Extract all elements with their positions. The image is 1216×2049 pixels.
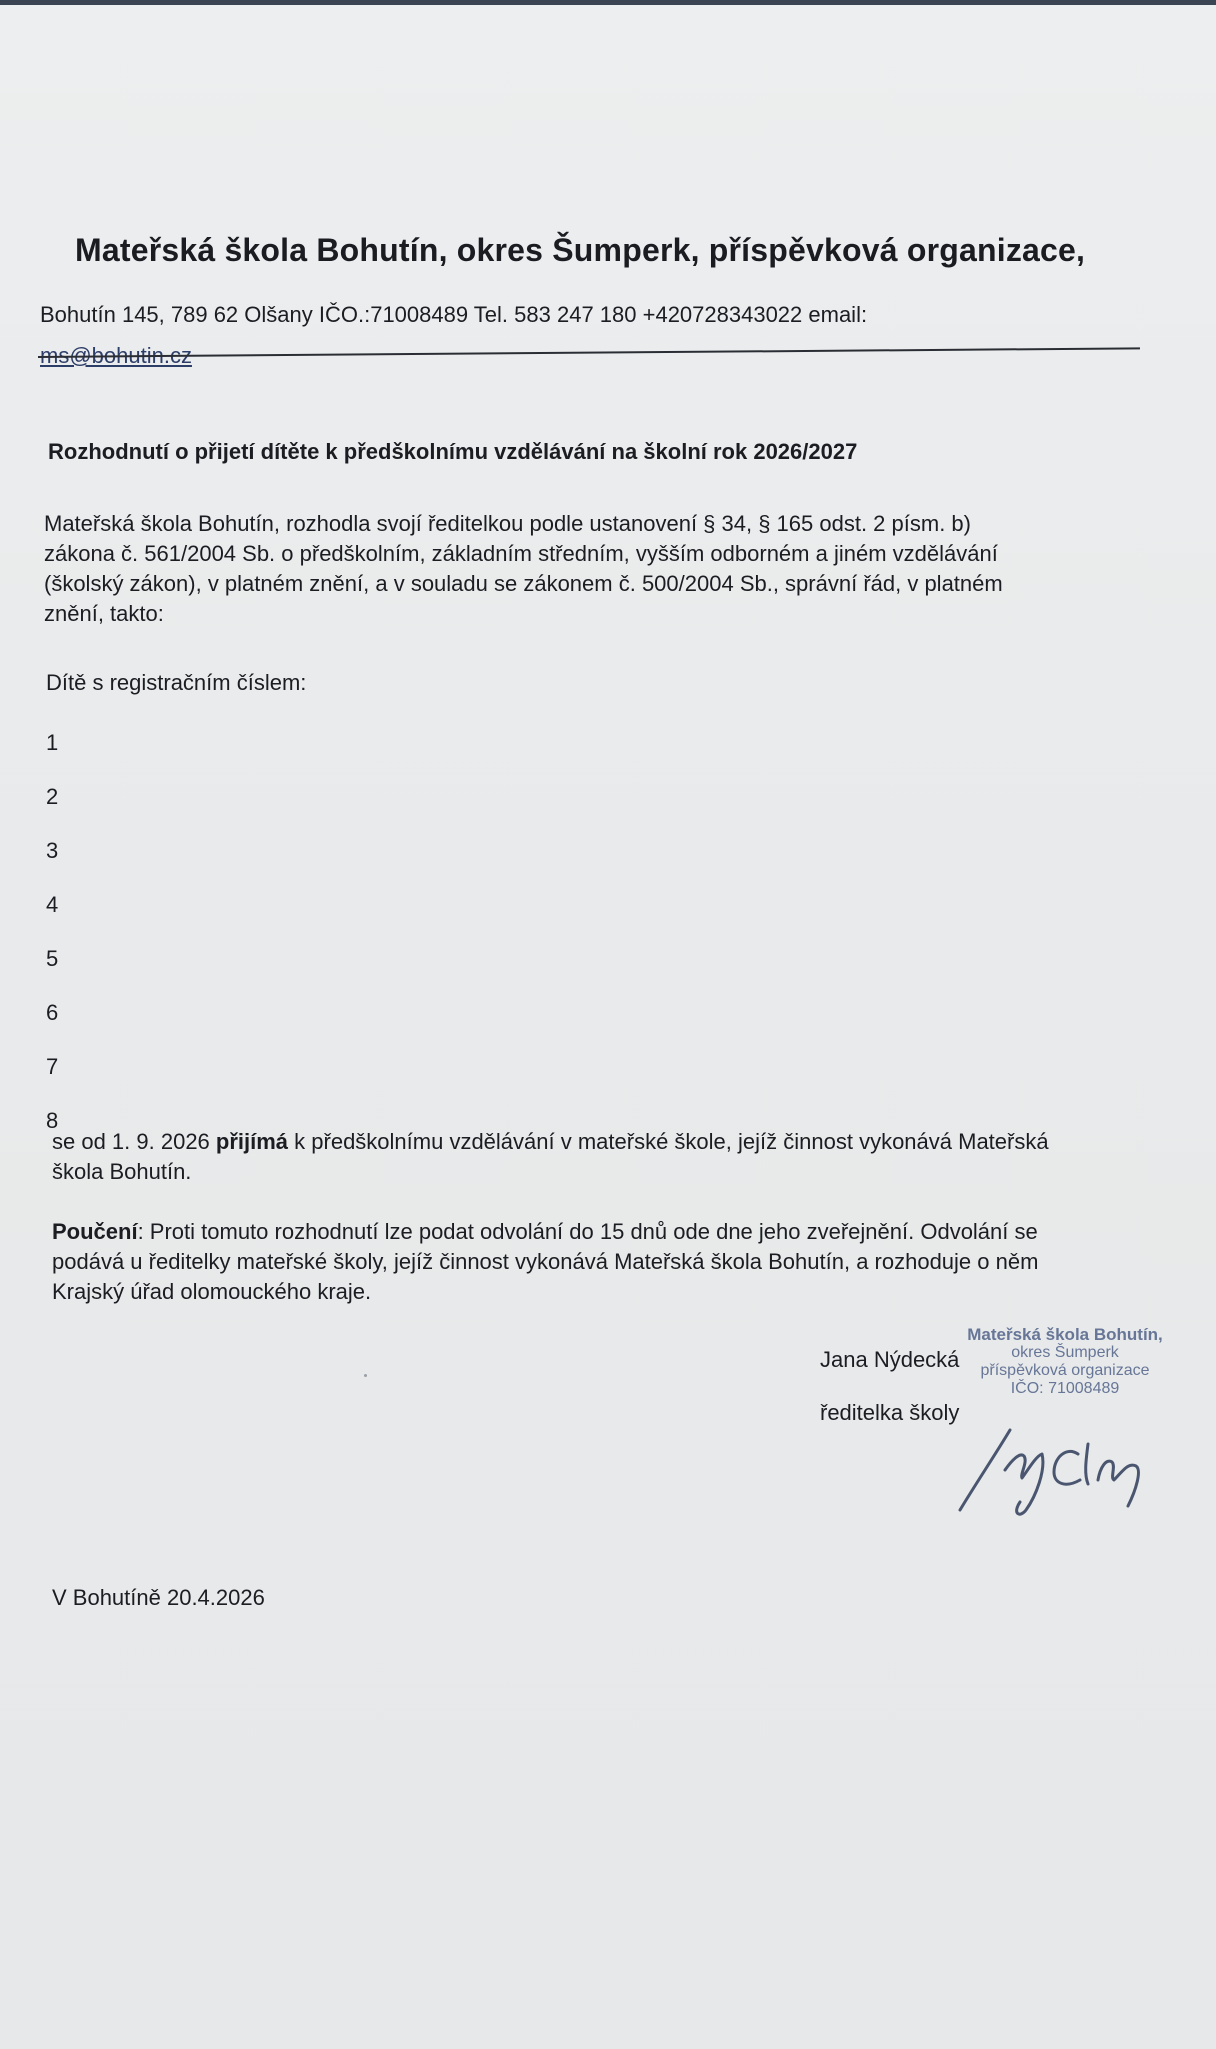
intro-paragraph <box>44 509 1003 629</box>
intro-line: Mateřská škola Bohutín, rozhodla svojí ředitelkou podle ustanovení § 34, § 165 odst. 2 písm. b) <box>44 511 971 536</box>
registration-number: 7 <box>46 1054 59 1079</box>
notice-label: Poučení <box>52 1219 138 1244</box>
decision-verb: přijímá <box>215 1129 289 1154</box>
notice-line: podává u ředitelky mateřské školy, jejíž činnost vykonává Mateřská škola Bohutín, a rozhoduje o něm <box>52 1249 1039 1274</box>
notice-paragraph <box>52 1217 1038 1307</box>
registration-number: 3 <box>46 838 59 863</box>
registration-number-list <box>46 728 58 1160</box>
signer-name: Jana Nýdecká <box>820 1347 960 1372</box>
notice-line: Krajský úřad olomouckého kraje. <box>52 1279 372 1304</box>
stamp-line: příspěvková organizace <box>980 1362 1150 1379</box>
registration-number: 1 <box>46 730 59 755</box>
registration-number: 5 <box>46 946 59 971</box>
stamp-line: IČO: 71008489 <box>1010 1380 1120 1397</box>
place-and-date: V Bohutíně 20.4.2026 <box>52 1585 265 1610</box>
school-name-heading: Mateřská škola Bohutín, okres Šumperk, příspěvková organizace, <box>75 232 1086 268</box>
intro-line: znění, takto: <box>44 601 164 626</box>
page-top-edge <box>0 0 1216 5</box>
decision-heading: Rozhodnutí o přijetí dítěte k předškolnímu vzdělávání na školní rok 2026/2027 <box>48 439 858 464</box>
registration-number: 6 <box>46 1000 59 1025</box>
school-stamp <box>930 1326 1200 1398</box>
handwritten-signature-icon <box>950 1410 1190 1520</box>
registration-number: 4 <box>46 892 59 917</box>
stamp-line: Mateřská škola Bohutín, <box>967 1325 1163 1344</box>
decision-text: k předškolnímu vzdělávání v mateřské škole, jejíž činnost vykonává Mateřská <box>288 1129 1049 1154</box>
stamp-line: okres Šumperk <box>1011 1344 1119 1361</box>
signer-role: ředitelka školy <box>820 1400 960 1425</box>
school-email-link[interactable]: ms@bohutin.cz <box>40 343 192 368</box>
registration-lead: Dítě s registračním číslem: <box>46 670 307 695</box>
school-contact-line: Bohutín 145, 789 62 Olšany IČO.:71008489 Tel. 583 247 180 +420728343022 email: <box>40 302 868 327</box>
decision-text: se od 1. 9. 2026 <box>52 1129 216 1154</box>
registration-number: 8 <box>46 1108 59 1133</box>
header-divider <box>38 347 1140 358</box>
intro-line: (školský zákon), v platném znění, a v souladu se zákonem č. 500/2004 Sb., správní řád, v platném <box>44 571 1003 596</box>
decision-paragraph <box>52 1127 1049 1187</box>
registration-number: 2 <box>46 784 59 809</box>
decision-line: škola Bohutín. <box>52 1159 192 1184</box>
notice-text: : Proti tomuto rozhodnutí lze podat odvolání do 15 dnů ode dne jeho zveřejnění. Odvolání se <box>137 1219 1038 1244</box>
paper-speck <box>364 1374 367 1377</box>
intro-line: zákona č. 561/2004 Sb. o předškolním, základním středním, vyšším odborném a jiném vzdělávání <box>44 541 998 566</box>
